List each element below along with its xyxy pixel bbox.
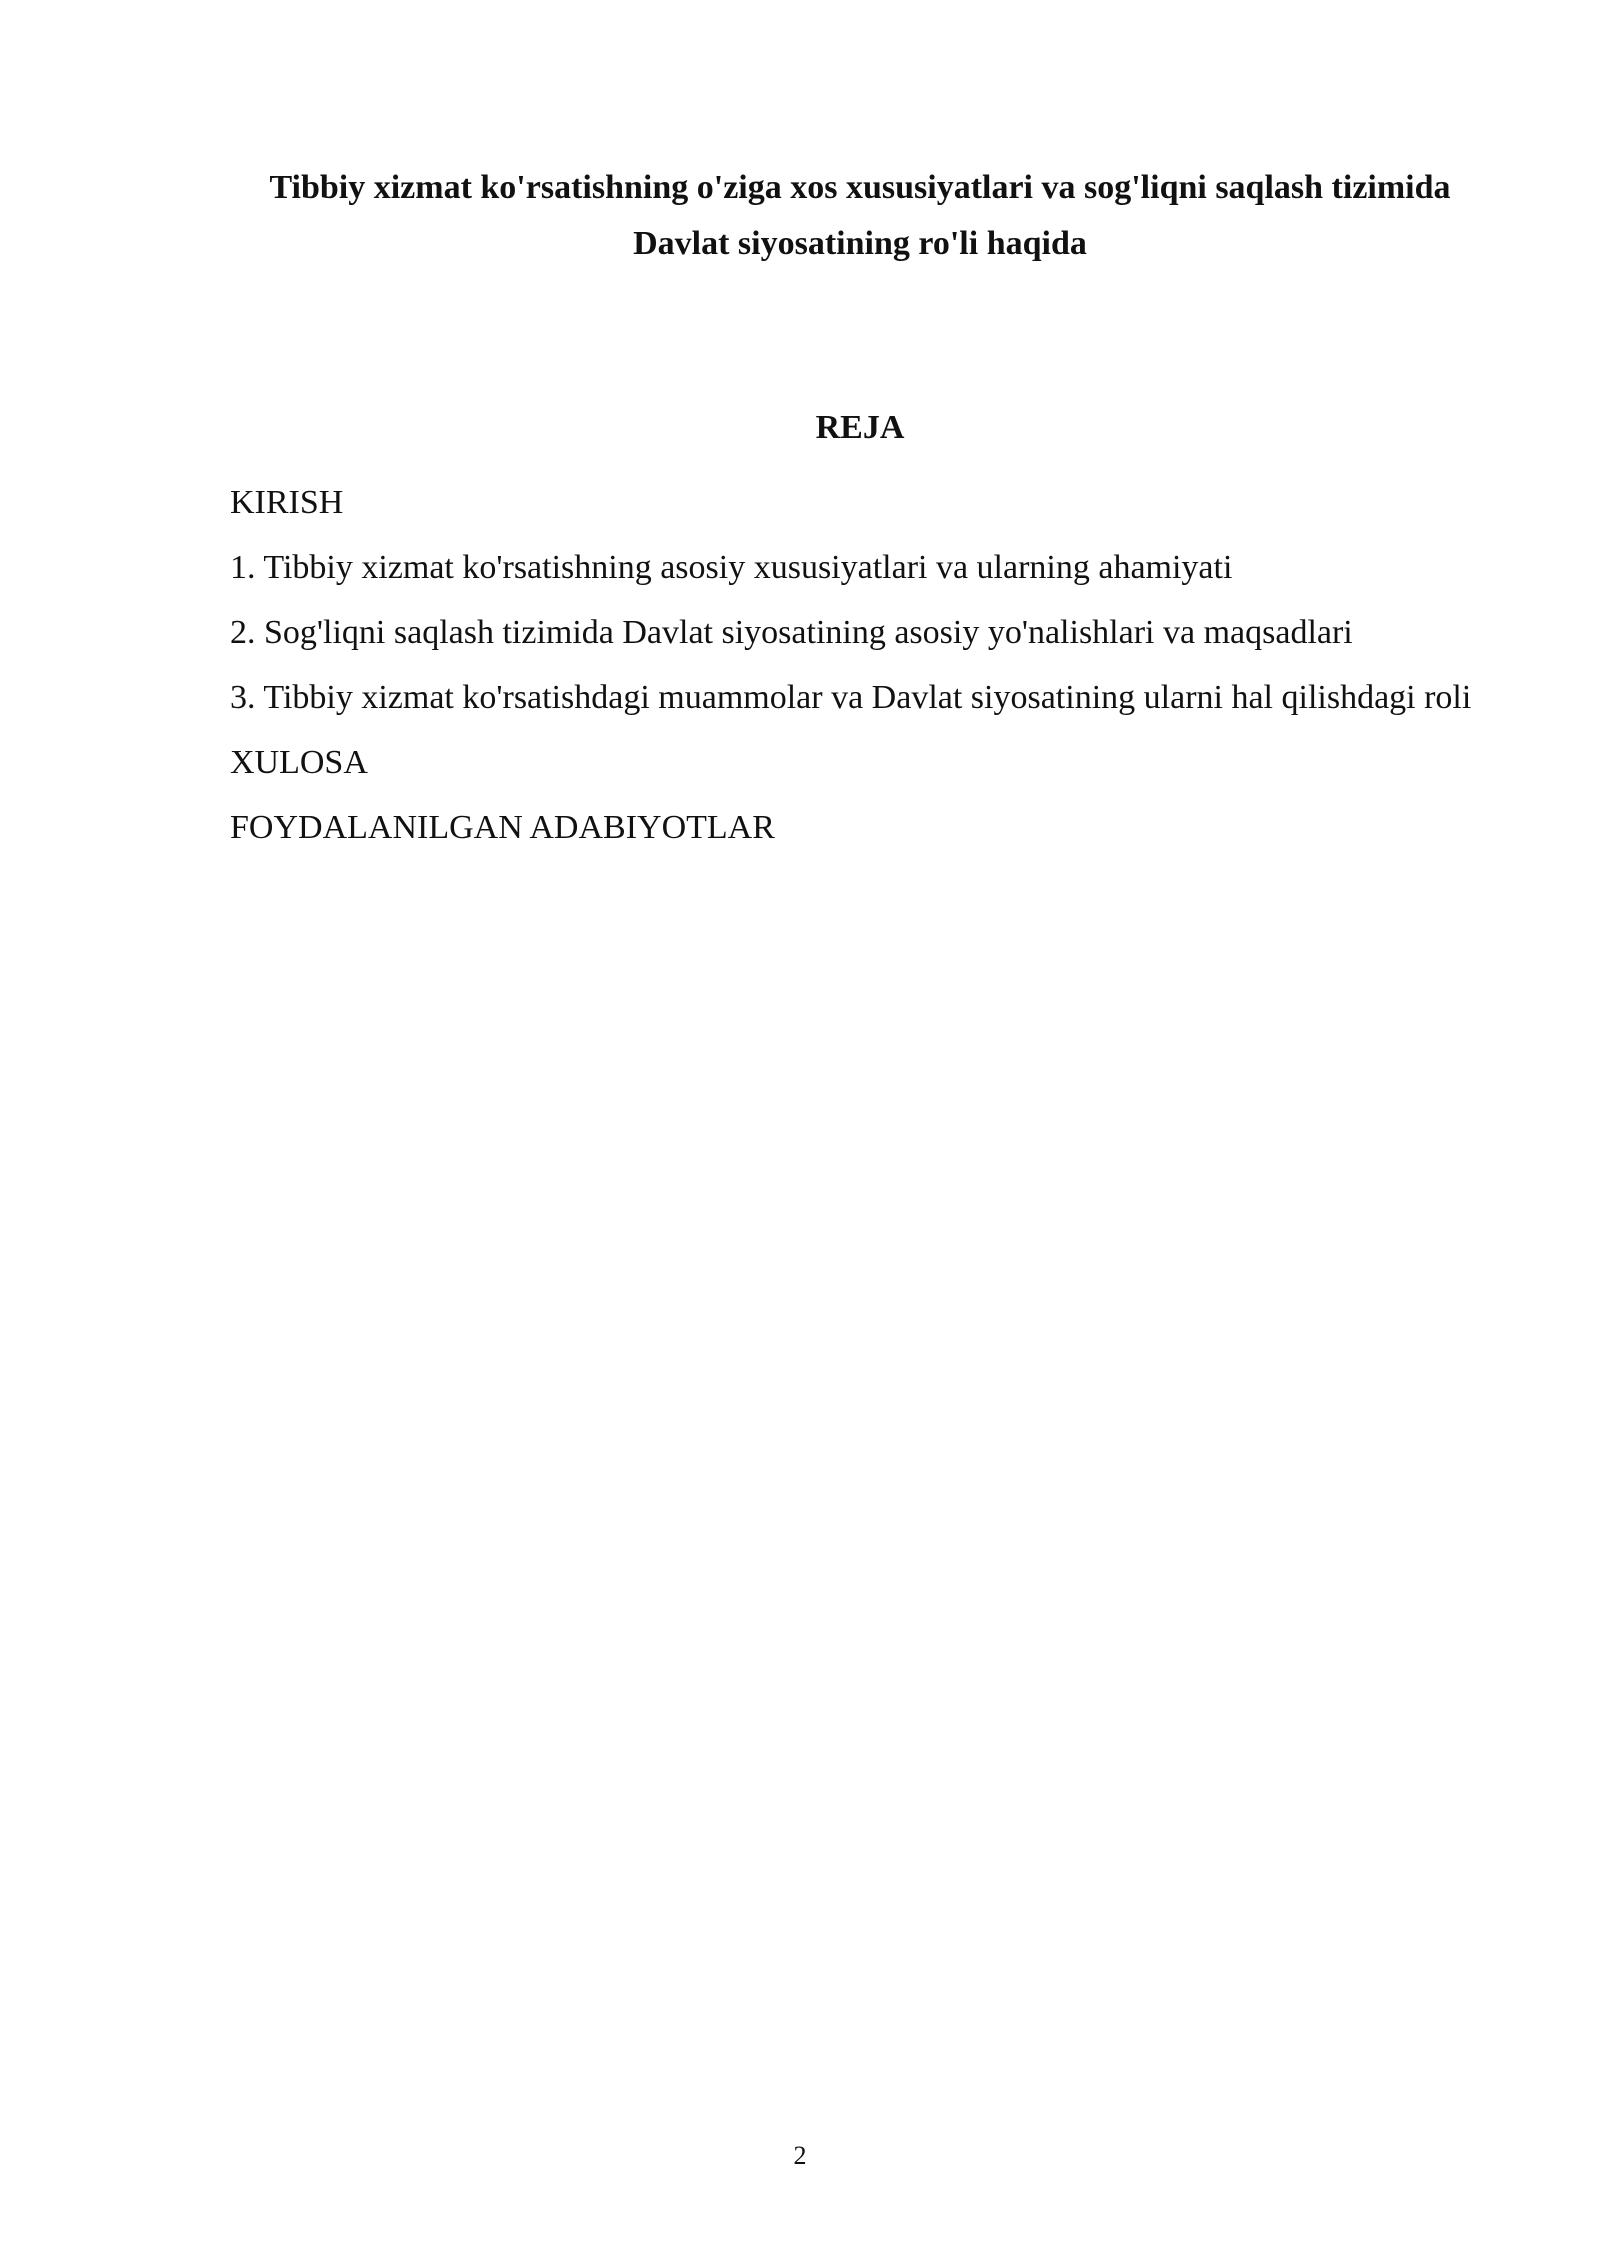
plan-list (230, 475, 1490, 865)
plan-item-conclusion: XULOSA (230, 744, 368, 781)
document-title: Tibbiy xizmat ko'rsatishning o'ziga xos xususiyatlari va sog'liqni saqlash tizimida Davlat siyosatining ro'li haqida (269, 169, 1451, 262)
plan-item-references: FOYDALANILGAN ADABIYOTLAR (230, 809, 775, 846)
plan-item-2: 2. Sog'liqni saqlash tizimida Davlat siyosatining asosiy yo'nalishlari va maqsadlari (230, 614, 1353, 651)
plan-item-1: 1. Tibbiy xizmat ko'rsatishning asosiy xususiyatlari va ularning ahamiyati (230, 549, 1233, 586)
plan-heading: REJA (815, 409, 905, 446)
page-number: 2 (793, 2141, 807, 2170)
plan-item-introduction: KIRISH (230, 484, 344, 521)
plan-item-3: 3. Tibbiy xizmat ko'rsatishdagi muammolar va Davlat siyosatining ularni hal qilishdagi roli (230, 679, 1472, 716)
